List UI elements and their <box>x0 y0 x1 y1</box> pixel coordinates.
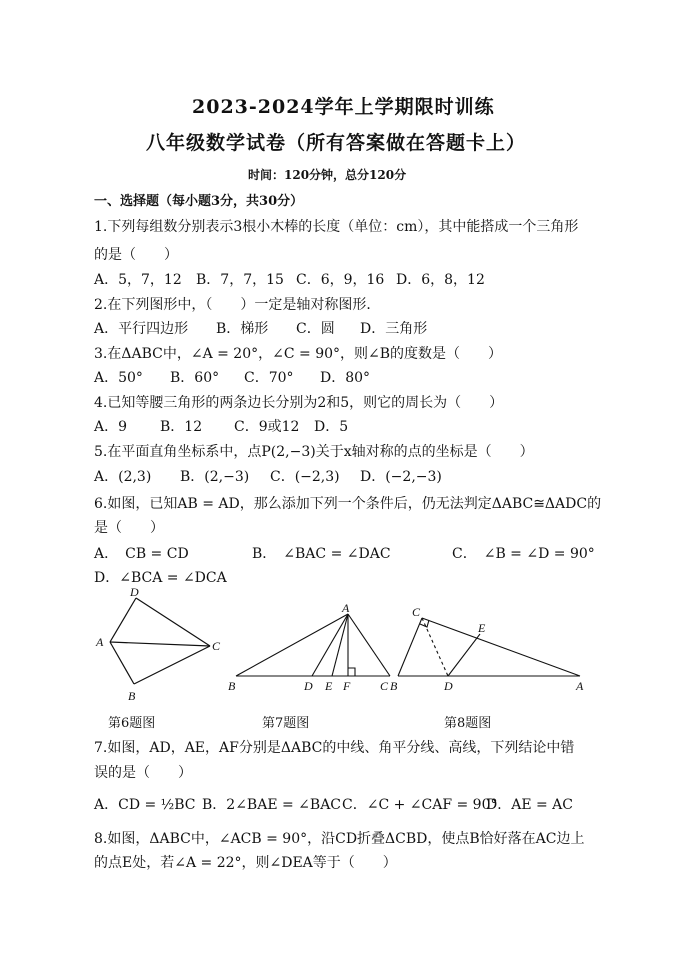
exam-subtitle: 八年级数学试卷（所有答案做在答题卡上） <box>146 132 527 154</box>
q6-option-d: D．∠BCA = ∠DCA <box>94 570 227 586</box>
fig8-label-d: D <box>444 679 453 693</box>
q7-option-a: A．CD = ½BC <box>94 797 196 813</box>
q6-option-a: A． CB = CD <box>94 546 189 562</box>
q2-option-c: C．圆 <box>296 321 335 337</box>
fig7-line-ac <box>348 614 390 676</box>
figure-8-caption: 第8题图 <box>444 716 492 731</box>
q3-stem: 3.在ΔABC中，∠A = 20°，∠C = 90°，则∠B的度数是（ ） <box>94 346 503 362</box>
q1-option-d: D．6，8，12 <box>396 272 485 288</box>
q7-stem-line1: 7.如图，AD，AE，AF分别是ΔABC的中线、角平分线、高线，下列结论中错 <box>94 740 575 756</box>
fig6-line-ad <box>110 598 136 642</box>
figure-7-caption: 第7题图 <box>262 716 310 731</box>
q7-stem-line2: 误的是（ ） <box>94 765 192 781</box>
q4-option-c: C．9或12 <box>234 419 300 435</box>
q7-option-d: D．AE = AC <box>486 797 574 813</box>
q3-option-b: B．60° <box>170 370 220 386</box>
q1-stem-line1: 1.下列每组数分别表示3根小木棒的长度（单位：cm），其中能搭成一个三角形 <box>94 219 579 235</box>
fig7-label-b: B <box>228 679 236 693</box>
q4-option-a: A．9 <box>94 419 128 435</box>
fig7-line-ab <box>236 614 348 676</box>
q2-option-b: B．梯形 <box>216 321 269 337</box>
q4-option-b: B．12 <box>160 419 203 435</box>
fig8-label-a: A <box>576 679 584 693</box>
q8-stem-line1: 8.如图，ΔABC中，∠ACB = 90°，沿CD折叠ΔCBD，使点B恰好落在AC边上 <box>94 831 585 847</box>
q6-option-b: B． ∠BAC = ∠DAC <box>252 546 391 562</box>
fig8-label-b: B <box>390 679 398 693</box>
q6-option-c: C． ∠B = ∠D = 90° <box>452 546 595 562</box>
q6-stem-line1: 6.如图，已知AB = AD，那么添加下列一个条件后，仍无法判定ΔABC≅ΔADC的 <box>94 496 602 512</box>
q5-option-a: A．(2,3) <box>94 469 152 485</box>
fig6-label-d: D <box>130 585 139 599</box>
fig7-label-d: D <box>304 679 313 693</box>
fig7-label-e: E <box>325 679 333 693</box>
fig8-label-c: C <box>412 605 421 619</box>
q3-option-c: C．70° <box>244 370 294 386</box>
fig6-label-b: B <box>128 689 136 703</box>
q2-option-a: A．平行四边形 <box>94 321 189 337</box>
fig8-line-ca <box>422 618 580 676</box>
q7-option-c: C．∠C + ∠CAF = 90° <box>342 797 498 813</box>
fig7-label-c: C <box>380 679 389 693</box>
q5-option-b: B．(2,−3) <box>180 469 250 485</box>
q1-option-c: C．6，9，16 <box>296 272 385 288</box>
fig6-label-c: C <box>212 639 221 653</box>
q3-option-a: A．50° <box>94 370 143 386</box>
fig6-line-ab <box>110 642 134 684</box>
fig7-line-ad <box>312 614 348 676</box>
q5-option-d: D．(−2,−3) <box>360 469 442 485</box>
fig6-line-ac <box>110 642 210 646</box>
time-info: 时间：120分钟，总分120分 <box>248 168 407 182</box>
q1-option-a: A．5，7，12 <box>94 272 182 288</box>
figure-6 <box>90 584 230 704</box>
q6-stem-line2: 是（ ） <box>94 520 164 536</box>
fig7-line-ae <box>332 614 348 676</box>
q4-stem: 4.已知等腰三角形的两条边长分别为2和5，则它的周长为（ ） <box>94 395 504 411</box>
section-heading: 一、选择题（每小题3分，共30分） <box>94 194 304 209</box>
q1-stem-line2: 的是（ ） <box>94 247 178 263</box>
fig7-label-f: F <box>343 679 351 693</box>
figure-8 <box>390 600 596 696</box>
q2-stem: 2.在下列图形中，（ ）一定是轴对称图形． <box>94 297 381 313</box>
fig8-label-e: E <box>478 621 486 635</box>
figure-7 <box>226 600 396 696</box>
q4-option-d: D．5 <box>314 419 349 435</box>
q5-option-c: C．(−2,3) <box>270 469 340 485</box>
q1-option-b: B．7，7，15 <box>196 272 284 288</box>
fig8-line-bc <box>398 618 422 676</box>
fig6-line-dc <box>136 598 210 646</box>
fig7-label-a: A <box>342 601 350 615</box>
fig8-line-de <box>448 634 480 676</box>
fig7-right-angle <box>348 668 355 676</box>
q8-stem-line2: 的点E处，若∠A = 22°，则∠DEA等于（ ） <box>94 855 397 871</box>
exam-title: 2023-2024学年上学期限时训练 <box>192 96 495 118</box>
fig6-label-a: A <box>96 635 104 649</box>
q7-option-b: B．2∠BAE = ∠BAC <box>202 797 342 813</box>
q2-option-d: D．三角形 <box>360 321 428 337</box>
q3-option-d: D．80° <box>320 370 371 386</box>
figure-6-caption: 第6题图 <box>108 716 156 731</box>
fig6-line-bc <box>134 646 210 684</box>
q5-stem: 5.在平面直角坐标系中，点P(2,−3)关于x轴对称的点的坐标是（ ） <box>94 444 534 460</box>
